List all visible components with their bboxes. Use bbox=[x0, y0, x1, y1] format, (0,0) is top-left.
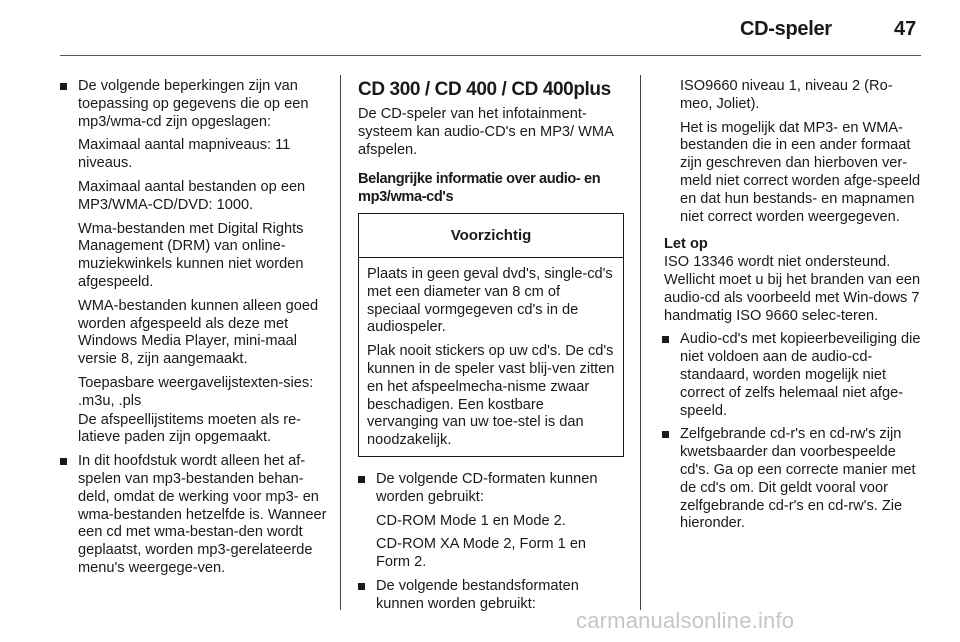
paragraph: WMA-bestanden kunnen alleen goed worden afgespeeld als deze met Windows Media Player, mini-maal versie 8, zijn aangemaakt. bbox=[78, 297, 319, 368]
paragraph: De afspeellijstitems moeten als re-latieve paden zijn opgemaakt. bbox=[78, 411, 302, 446]
column-1 bbox=[60, 78, 330, 584]
paragraph: CD-ROM Mode 1 en Mode 2. bbox=[376, 512, 566, 529]
caution-box bbox=[358, 213, 624, 457]
paragraph: Maximaal aantal bestanden op een MP3/WMA-CD/DVD: 1000. bbox=[78, 178, 306, 213]
paragraph: Het is mogelijk dat MP3- en WMA-bestanden die in een ander formaat zijn geschreven dan hierboven ver-meld niet correct worden afge-speeld en dat hun bestands- en mapnamen niet correct worden weergegeven. bbox=[680, 119, 921, 225]
list-item bbox=[662, 331, 924, 420]
indented-block bbox=[662, 78, 924, 226]
list-item bbox=[60, 453, 330, 578]
header-divider bbox=[60, 55, 921, 56]
list-item bbox=[358, 471, 624, 572]
paragraph: De volgende CD-formaten kunnen worden gebruikt: bbox=[376, 470, 598, 505]
column-divider bbox=[640, 75, 641, 610]
column-divider bbox=[340, 75, 341, 610]
paragraph: In dit hoofdstuk wordt alleen het af-spelen van mp3-bestanden behan-deld, omdat de werking voor mp3- en wma-bestanden hetzelfde is. Wanneer een cd met wma-bestan-den wordt geplaatst, worden mp3-gerelateerde menu's weergege-ven. bbox=[78, 453, 327, 576]
subheading: Belangrijke informatie over audio- en mp3/wma-cd's bbox=[358, 171, 601, 206]
paragraph: Wma-bestanden met Digital Rights Management (DRM) van online-muziekwinkels kunnen niet worden afgespeeld. bbox=[78, 220, 304, 290]
paragraph: Plak nooit stickers op uw cd's. De cd's kunnen in de speler vast blij-ven zitten en het afspeelmecha-nisme zwaar beschadigen. Een kostbare vervanging van uw toe-stel is dan noodzakelijk. bbox=[367, 343, 615, 449]
paragraph: De CD-speler van het infotainment-systeem kan audio-CD's en MP3/ WMA afspelen. bbox=[358, 106, 614, 158]
paragraph: De volgende bestandsformaten kunnen worden gebruikt: bbox=[376, 577, 579, 612]
paragraph: ISO9660 niveau 1, niveau 2 (Ro-meo, Joliet). bbox=[680, 78, 893, 112]
page-number: 47 bbox=[894, 18, 917, 40]
paragraph: Audio-cd's met kopieerbeveiliging die niet voldoen aan de audio-cd-standaard, worden mogelijk niet correct of zelfs helemaal niet afge-speeld. bbox=[680, 331, 921, 419]
paragraph: CD-ROM XA Mode 2, Form 1 en Form 2. bbox=[376, 536, 587, 571]
paragraph: Zelfgebrande cd-r's en cd-rw's zijn kwetsbaarder dan voorbespeelde cd's. Ga op een correcte manier met de cd's om. Dit geldt vooral voor zelfgebrande cd-r's en cd-rw's. Zie hieronder. bbox=[680, 426, 916, 532]
column-3 bbox=[662, 78, 924, 539]
section-heading: CD 300 / CD 400 / CD 400plus bbox=[358, 79, 611, 100]
watermark: carmanualsonline.info bbox=[576, 608, 795, 633]
paragraph: Plaats in geen geval dvd's, single-cd's met een diameter van 8 cm of speciaal vormgegeven cd's in de audiospeler. bbox=[367, 265, 613, 336]
list-item bbox=[60, 78, 330, 447]
column-2 bbox=[358, 79, 624, 620]
list-item bbox=[662, 426, 924, 533]
paragraph: De volgende beperkingen zijn van toepassing op gegevens die op een mp3/wma-cd zijn opgeslagen: bbox=[78, 78, 309, 130]
paragraph: Maximaal aantal mapniveaus: 11 niveaus. bbox=[78, 137, 291, 172]
page-title: CD-speler bbox=[740, 18, 832, 40]
note-block bbox=[662, 236, 924, 325]
note-text: ISO 13346 wordt niet ondersteund. Wellicht moet u bij het branden van een audio-cd als voorbeeld met Win-dows 7 handmatig ISO 9660 selec-teren. bbox=[664, 254, 921, 324]
caution-title: Voorzichtig bbox=[359, 214, 623, 258]
paragraph: Toepasbare weergavelijstexten-sies: .m3u, .pls bbox=[78, 374, 314, 409]
note-title: Let op bbox=[664, 236, 708, 253]
caution-body bbox=[359, 258, 623, 456]
